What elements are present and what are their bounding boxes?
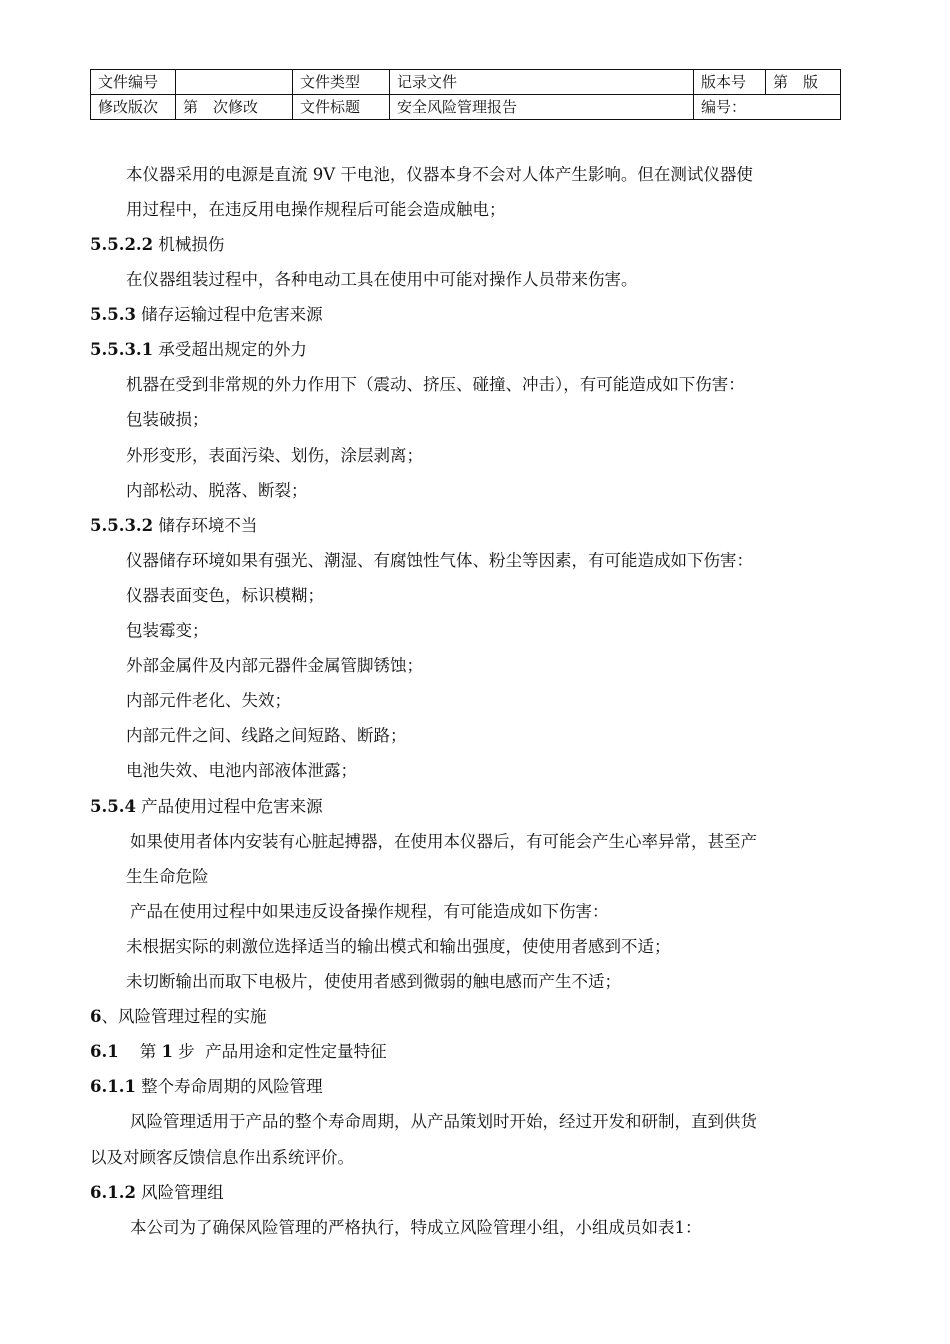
list-item: 内部元件之间、线路之间短路、断路； [126, 726, 407, 745]
number-label: 编号： [701, 98, 747, 116]
header-row-1 [91, 70, 841, 95]
list-item: 外部金属件及内部元器件金属管脚锈蚀； [126, 656, 423, 675]
body-paragraph-line: 在仪器组装过程中，各种电动工具在使用中可能对操作人员带来伤害。 [126, 270, 638, 289]
header-row-2 [91, 95, 841, 120]
step-number: 1 [161, 1042, 173, 1061]
list-item: 未切断输出而取下电极片，使使用者感到微弱的触电感而产生不适； [126, 972, 621, 991]
section-heading: 6.1.2 风险管理组 [90, 1183, 224, 1202]
list-item: 仪器表面变色，标识模糊； [126, 586, 324, 605]
document-header-table [90, 69, 841, 120]
list-item: 内部元件老化、失效； [126, 691, 291, 710]
body-paragraph-line: 机器在受到非常规的外力作用下（震动、挤压、碰撞、冲击），有可能造成如下伤害： [126, 375, 745, 394]
list-item: 包装霉变； [126, 621, 209, 640]
section-heading: 6.1.1 整个寿命周期的风险管理 [90, 1077, 323, 1096]
number-field [694, 95, 841, 120]
doc-type-value: 记录文件 [390, 70, 694, 95]
title-label: 文件标题 [293, 95, 390, 120]
body-paragraph-line: 本公司为了确保风险管理的严格执行，特成立风险管理小组，小组成员如表1： [130, 1218, 702, 1237]
section-number: 5.5.4 [90, 797, 136, 816]
list-item: 未根据实际的刺激位选择适当的输出模式和输出强度，使使用者感到不适； [126, 937, 671, 956]
body-paragraph-line: 本仪器采用的电源是直流 9V 干电池，仪器本身不会对人体产生影响。但在测试仪器使 [126, 165, 753, 184]
version-label: 版本号 [694, 70, 766, 95]
body-paragraph-line: 产品在使用过程中如果违反设备操作规程，有可能造成如下伤害： [130, 902, 609, 921]
revision-value: 第 次修改 [176, 95, 293, 120]
version-value: 第 版 [766, 70, 841, 95]
section-number: 5.5.3.2 [90, 516, 154, 535]
section-heading: 5.5.2.2 机械损伤 [90, 235, 225, 254]
section-number: 5.5.3 [90, 305, 136, 324]
section-number: 6.1 [90, 1042, 119, 1061]
section-number: 5.5.3.1 [90, 340, 154, 359]
body-paragraph-line: 生生命危险 [126, 867, 209, 886]
list-item: 包装破损； [126, 410, 209, 429]
body-paragraph-line: 用过程中，在违反用电操作规程后可能会造成触电； [126, 200, 506, 219]
section-number: 5.5.2.2 [90, 235, 154, 254]
section-heading: 5.5.3.1 承受超出规定的外力 [90, 340, 307, 359]
title-value: 安全风险管理报告 [390, 95, 694, 120]
section-number: 6 [90, 1007, 102, 1026]
section-number: 6.1.2 [90, 1183, 136, 1202]
chapter-heading: 6、风险管理过程的实施 [90, 1007, 267, 1026]
section-heading: 5.5.3.2 储存环境不当 [90, 516, 258, 535]
list-item: 外形变形，表面污染、划伤，涂层剥离； [126, 446, 423, 465]
revision-label: 修改版次 [91, 95, 176, 120]
body-paragraph-line: 以及对顾客反馈信息作出系统评价。 [90, 1148, 354, 1167]
section-heading: 5.5.4 产品使用过程中危害来源 [90, 797, 323, 816]
body-paragraph-line: 仪器储存环境如果有强光、潮湿、有腐蚀性气体、粉尘等因素，有可能造成如下伤害： [126, 551, 753, 570]
body-paragraph-line: 如果使用者体内安装有心脏起搏器，在使用本仪器后，有可能会产生心率异常，甚至产 [130, 832, 757, 851]
doc-no-value [176, 70, 293, 95]
list-item: 内部松动、脱落、断裂； [126, 481, 308, 500]
doc-no-label: 文件编号 [91, 70, 176, 95]
section-heading: 6.1 第 1 步 产品用途和定性定量特征 [90, 1042, 387, 1061]
section-number: 6.1.1 [90, 1077, 136, 1096]
body-paragraph-line: 风险管理适用于产品的整个寿命周期，从产品策划时开始，经过开发和研制，直到供货 [130, 1112, 757, 1131]
list-item: 电池失效、电池内部液体泄露； [126, 761, 357, 780]
doc-type-label: 文件类型 [293, 70, 390, 95]
section-heading: 5.5.3 储存运输过程中危害来源 [90, 305, 323, 324]
